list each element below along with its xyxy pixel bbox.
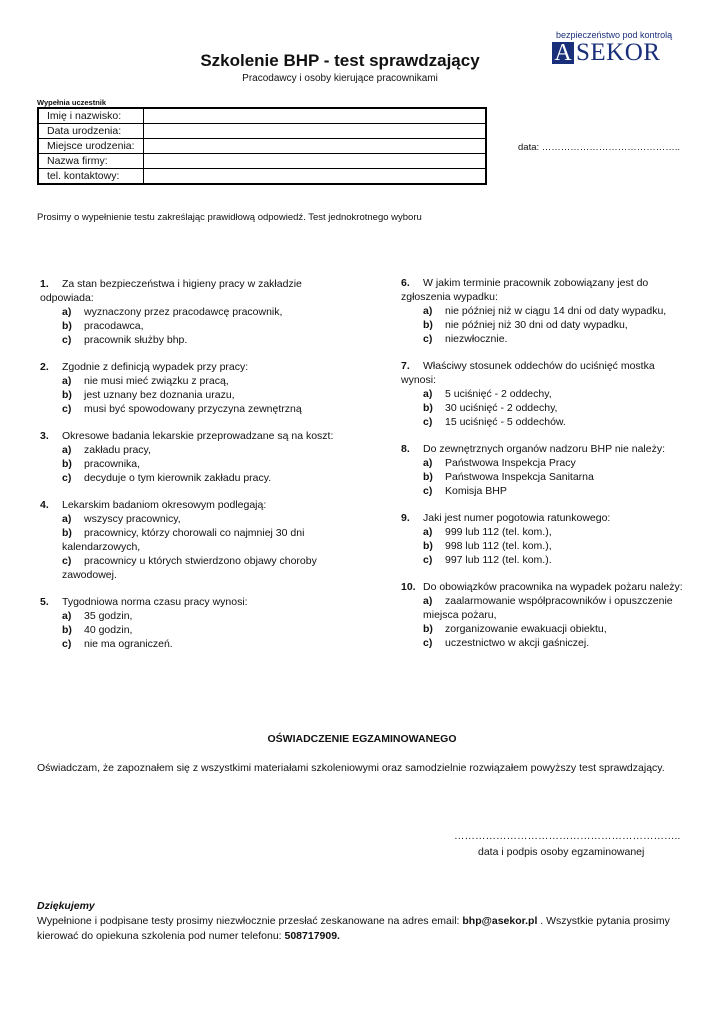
question-block <box>37 595 357 651</box>
question-block <box>398 511 688 567</box>
question-prompt: Jaki jest numer pogotowia ratunkowego: <box>423 512 611 524</box>
question-number: 10. <box>401 581 416 593</box>
answer-letter: c) <box>62 472 72 484</box>
answer-text: nie musi mieć związku z pracą, <box>84 375 229 387</box>
question-block <box>398 276 688 346</box>
thanks-heading: Dziękujemy <box>37 900 95 912</box>
answer-option[interactable] <box>37 609 357 623</box>
answer-option[interactable] <box>37 637 357 651</box>
answer-option[interactable] <box>398 470 688 484</box>
declaration-text: Oświadczam, że zapoznałem się z wszystkimi materiałami szkoleniowymi oraz samodzielnie rozwiązałem powyższy test sprawdzający. <box>37 762 665 774</box>
questions-right-column <box>398 276 688 663</box>
answer-text: pracownika, <box>84 458 141 470</box>
question-text <box>37 360 357 374</box>
answer-letter: b) <box>423 471 433 483</box>
logo-mark: A <box>552 42 574 64</box>
info-value-field[interactable] <box>144 108 487 124</box>
answer-option[interactable] <box>37 374 357 388</box>
question-text <box>398 359 688 373</box>
answer-letter: a) <box>62 375 72 387</box>
question-text <box>37 277 357 305</box>
answer-letter: a) <box>423 526 433 538</box>
info-label: Data urodzenia: <box>38 124 144 139</box>
answer-letter: b) <box>423 623 433 635</box>
answer-text: jest uznany bez doznania urazu, <box>84 389 235 401</box>
question-text <box>37 595 357 609</box>
info-value-field[interactable] <box>144 124 487 139</box>
question-prompt: Za stan bezpieczeństwa i higieny pracy w zakładzie odpowiada: <box>40 278 302 304</box>
answer-letter: a) <box>423 305 433 317</box>
answer-option[interactable] <box>37 333 357 347</box>
question-number: 9. <box>401 512 410 524</box>
answer-letter: a) <box>423 595 433 607</box>
answer-text: Państwowa Inspekcja Sanitarna <box>445 471 594 483</box>
answer-text: 997 lub 112 (tel. kom.). <box>445 554 552 566</box>
answer-option[interactable] <box>398 415 688 429</box>
page-title: Szkolenie BHP - test sprawdzający <box>200 51 480 70</box>
submission-text-2: . Wszystkie pytania prosimy kierować do opiekuna szkolenia pod numer telefonu: <box>37 915 670 942</box>
answer-option[interactable] <box>398 553 688 567</box>
info-value-field[interactable] <box>144 154 487 169</box>
answer-option[interactable] <box>37 443 357 457</box>
info-label: Imię i nazwisko: <box>38 108 144 124</box>
question-prompt: Właściwy stosunek oddechów do uciśnięć mostka <box>423 360 655 372</box>
question-block <box>37 277 357 347</box>
answer-text: 15 uciśnięć - 5 oddechów. <box>445 416 566 428</box>
answer-text: decyduje o tym kierownik zakładu pracy. <box>84 472 272 484</box>
question-text <box>398 276 688 290</box>
answer-letter: a) <box>423 388 433 400</box>
answer-text: zorganizowanie ewakuacji obiektu, <box>445 623 607 635</box>
answer-letter: a) <box>62 444 72 456</box>
answer-option[interactable] <box>37 457 357 471</box>
submission-text-1: Wypełnione i podpisane testy prosimy niezwłocznie przesłać zeskanowane na adres email: <box>37 915 463 927</box>
question-prompt: Zgodnie z definicją wypadek przy pracy: <box>62 361 249 373</box>
logo-wordmark: SEKOR <box>576 39 661 66</box>
info-value-field[interactable] <box>144 139 487 154</box>
answer-option[interactable] <box>398 525 688 539</box>
answer-letter: c) <box>62 555 72 567</box>
question-text <box>398 511 688 525</box>
question-number: 6. <box>401 277 410 289</box>
answer-text: 40 godzin, <box>84 624 133 636</box>
question-block <box>37 360 357 416</box>
answer-option[interactable] <box>398 304 688 318</box>
answer-text: uczestnictwo w akcji gaśniczej. <box>445 637 590 649</box>
question-block <box>398 580 688 650</box>
signature-label: data i podpis osoby egzaminowanej <box>478 846 645 858</box>
answer-text-continued: kalendarzowych, <box>62 541 141 553</box>
answer-text: zakładu pracy, <box>84 444 151 456</box>
answer-text: nie później niż w ciągu 14 dni od daty wypadku, <box>445 305 667 317</box>
answer-text: zaalarmowanie współpracowników i opuszczenie <box>445 595 673 607</box>
answer-text-continued: miejsca pożaru, <box>423 609 497 621</box>
page-subtitle: Pracodawcy i osoby kierujące pracownikami <box>242 73 438 84</box>
question-prompt: Okresowe badania lekarskie przeprowadzane są na koszt: <box>62 430 334 442</box>
answer-option[interactable] <box>37 388 357 402</box>
info-value-field[interactable] <box>144 169 487 185</box>
answer-letter: c) <box>62 638 72 650</box>
answer-text: pracownicy u których stwierdzono objawy choroby <box>84 555 317 567</box>
question-number: 2. <box>40 361 49 373</box>
answer-text: pracownik służby bhp. <box>84 334 188 346</box>
instructions: Prosimy o wypełnienie testu zakreślając prawidłową odpowiedź. Test jednokrotnego wyboru <box>37 212 422 223</box>
info-row <box>38 108 486 124</box>
question-prompt-continued: wynosi: <box>401 374 437 386</box>
question-block <box>37 429 357 485</box>
info-label: Miejsce urodzenia: <box>38 139 144 154</box>
submission-instructions <box>37 914 689 944</box>
answer-letter: a) <box>62 306 72 318</box>
signature-line[interactable]: ……………………………………………………….. <box>454 830 681 842</box>
answer-text: pracownicy, którzy chorowali co najmniej 30 dni <box>84 527 305 539</box>
question-prompt: Do obowiązków pracownika na wypadek pożaru należy: <box>423 581 683 593</box>
info-row <box>38 139 486 154</box>
answer-option[interactable] <box>37 319 357 333</box>
answer-text: 30 uciśnięć - 2 oddechy, <box>445 402 558 414</box>
answer-letter: b) <box>423 319 433 331</box>
question-prompt-continued: zgłoszenia wypadku: <box>401 291 498 303</box>
answer-text: wszyscy pracownicy, <box>84 513 181 525</box>
answer-text: nie ma ograniczeń. <box>84 638 173 650</box>
answer-option[interactable] <box>398 594 688 608</box>
answer-letter: b) <box>62 458 72 470</box>
question-block <box>37 498 357 582</box>
answer-letter: a) <box>62 610 72 622</box>
answer-letter: c) <box>423 554 433 566</box>
questions-left-column <box>37 277 357 664</box>
question-prompt: W jakim terminie pracownik zobowiązany jest do <box>423 277 649 289</box>
answer-option[interactable] <box>398 636 688 650</box>
answer-option[interactable] <box>37 471 357 485</box>
answer-text: niezwłocznie. <box>445 333 508 345</box>
question-number: 8. <box>401 443 410 455</box>
question-prompt: Tygodniowa norma czasu pracy wynosi: <box>62 596 248 608</box>
contact-email[interactable]: bhp@asekor.pl <box>462 915 538 927</box>
question-number: 7. <box>401 360 410 372</box>
answer-letter: c) <box>62 403 72 415</box>
answer-option[interactable] <box>398 539 688 553</box>
answer-option[interactable] <box>398 332 688 346</box>
answer-option[interactable] <box>37 305 357 319</box>
answer-option[interactable] <box>398 387 688 401</box>
answer-letter: a) <box>423 457 433 469</box>
question-prompt: Do zewnętrznych organów nadzoru BHP nie należy: <box>423 443 666 455</box>
answer-text: pracodawca, <box>84 320 144 332</box>
answer-text: 999 lub 112 (tel. kom.), <box>445 526 552 538</box>
answer-letter: c) <box>423 637 433 649</box>
answer-letter: b) <box>62 624 72 636</box>
question-number: 5. <box>40 596 49 608</box>
answer-option[interactable] <box>37 623 357 637</box>
answer-text: wyznaczony przez pracodawcę pracownik, <box>84 306 283 318</box>
question-number: 3. <box>40 430 49 442</box>
answer-letter: a) <box>62 513 72 525</box>
answer-text: 35 godzin, <box>84 610 133 622</box>
question-block <box>398 442 688 498</box>
answer-text: Państwowa Inspekcja Pracy <box>445 457 576 469</box>
declaration-heading: OŚWIADCZENIE EGZAMINOWANEGO <box>267 733 457 745</box>
answer-text: Komisja BHP <box>445 485 507 497</box>
filled-by-label: Wypełnia uczestnik <box>37 98 107 107</box>
date-field[interactable]: data: …………………………………….. <box>518 142 681 153</box>
answer-letter: c) <box>62 334 72 346</box>
answer-letter: c) <box>423 485 433 497</box>
answer-option[interactable] <box>37 402 357 416</box>
question-prompt: Lekarskim badaniom okresowym podlegają: <box>62 499 267 511</box>
info-row <box>38 124 486 139</box>
answer-letter: c) <box>423 416 433 428</box>
logo-tagline: bezpieczeństwo pod kontrolą <box>556 30 673 40</box>
answer-text: nie później niż 30 dni od daty wypadku, <box>445 319 628 331</box>
answer-letter: b) <box>62 320 72 332</box>
answer-option[interactable] <box>398 622 688 636</box>
question-text <box>37 498 357 512</box>
contact-phone[interactable]: 508717909. <box>284 930 340 942</box>
info-label: Nazwa firmy: <box>38 154 144 169</box>
info-row <box>38 154 486 169</box>
question-text <box>37 429 357 443</box>
answer-option[interactable] <box>37 526 357 540</box>
answer-option[interactable] <box>398 456 688 470</box>
answer-option[interactable] <box>398 401 688 415</box>
answer-option[interactable] <box>37 554 357 568</box>
question-number: 4. <box>40 499 49 511</box>
info-label: tel. kontaktowy: <box>38 169 144 185</box>
answer-letter: b) <box>62 389 72 401</box>
answer-option[interactable] <box>398 484 688 498</box>
answer-letter: b) <box>62 527 72 539</box>
answer-text: musi być spowodowany przyczyna zewnętrzną <box>84 403 302 415</box>
answer-option[interactable] <box>37 512 357 526</box>
question-number: 1. <box>40 278 49 290</box>
question-text <box>398 580 688 594</box>
question-text <box>398 442 688 456</box>
answer-text: 5 uciśnięć - 2 oddechy, <box>445 388 552 400</box>
answer-letter: c) <box>423 333 433 345</box>
answer-text-continued: zawodowej. <box>62 569 117 581</box>
answer-letter: b) <box>423 540 433 552</box>
info-row <box>38 169 486 185</box>
answer-text: 998 lub 112 (tel. kom.), <box>445 540 552 552</box>
participant-info-table <box>37 107 487 185</box>
answer-option[interactable] <box>398 318 688 332</box>
question-block <box>398 359 688 429</box>
answer-letter: b) <box>423 402 433 414</box>
